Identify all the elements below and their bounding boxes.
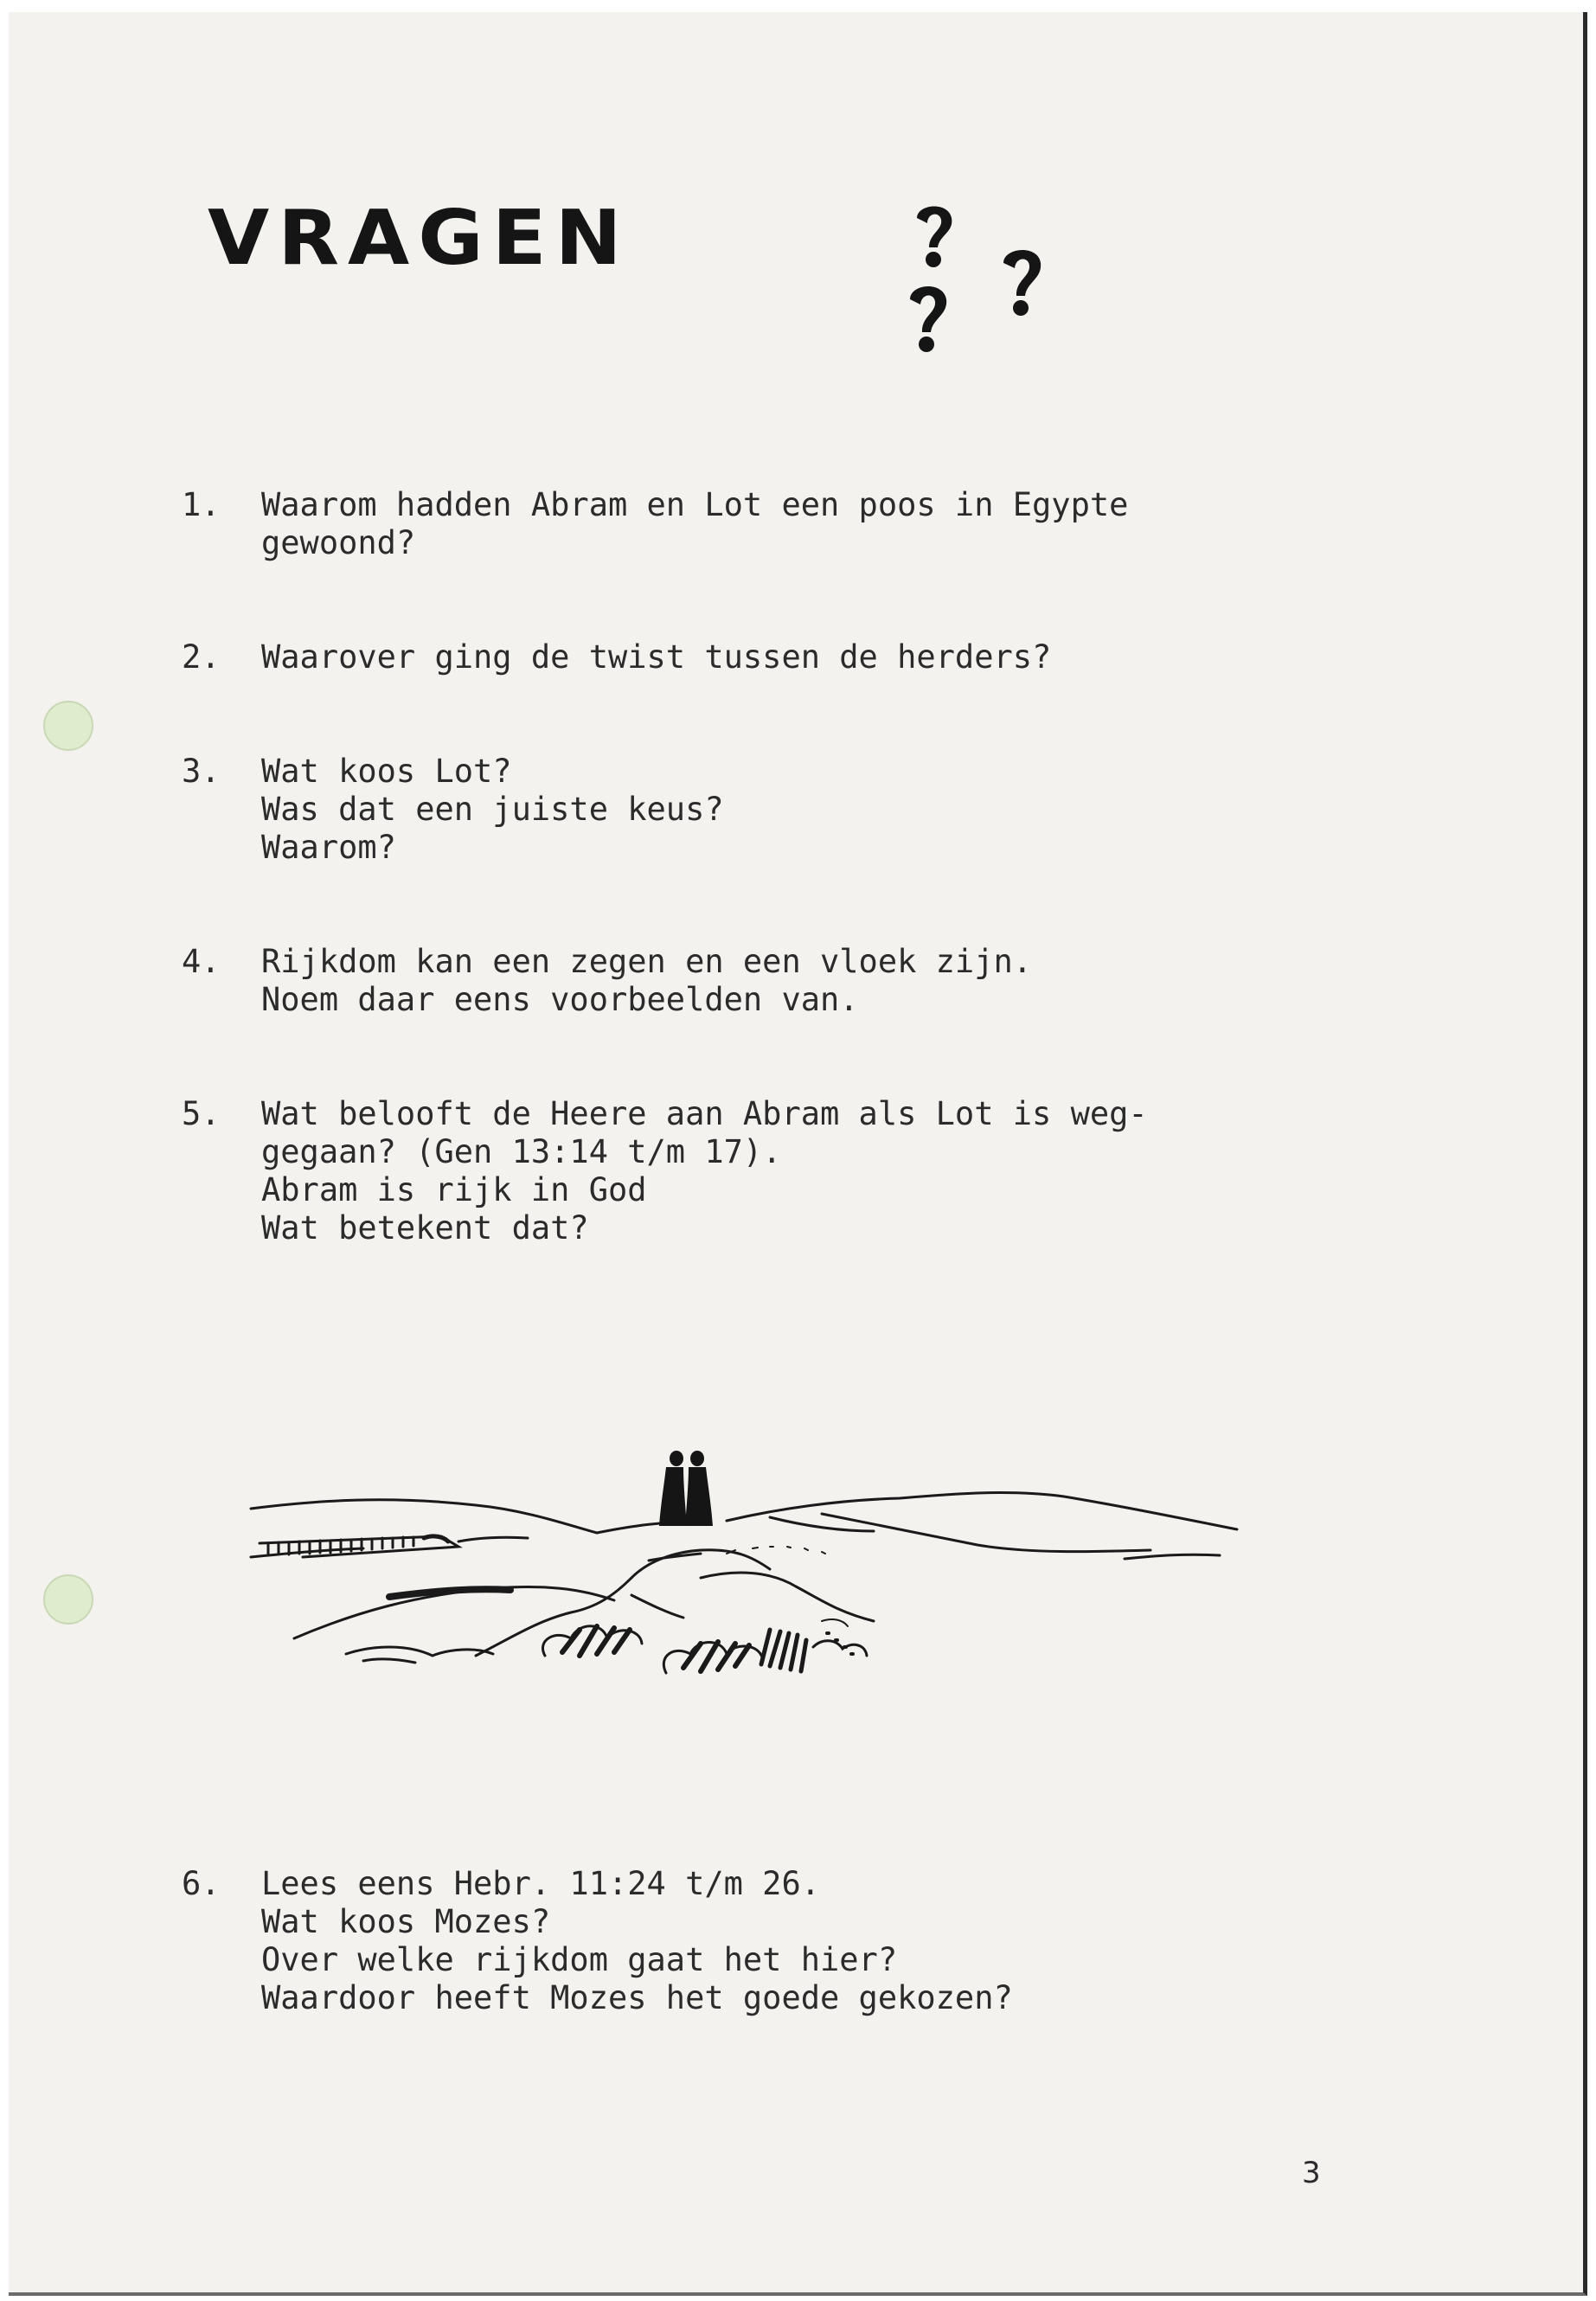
page-number: 3 — [1302, 2156, 1321, 2190]
question-line: Rijkdom kan een zegen en een vloek zijn. — [261, 943, 1033, 980]
punch-hole-bottom — [43, 1574, 93, 1625]
question-mark-icon — [1003, 250, 1041, 316]
hill-line — [770, 1517, 874, 1531]
question-line: Was dat een juiste keus? — [261, 791, 724, 828]
question-line: Waarover ging de twist tussen de herders? — [261, 638, 1052, 676]
hill-line — [822, 1514, 1151, 1552]
question-number: 4. — [182, 943, 221, 980]
punch-hole-top — [43, 701, 93, 751]
question-mark-icon — [917, 206, 952, 267]
question-number: 3. — [182, 753, 221, 790]
question-number: 6. — [182, 1865, 221, 1902]
question-line: Over welke rijkdom gaat het hier? — [261, 1941, 898, 1978]
figures-icon — [659, 1451, 713, 1526]
hill-line — [1125, 1554, 1220, 1559]
question-number: 1. — [182, 486, 221, 523]
question-line: Wat belooft de Heere aan Abram als Lot is weg- — [261, 1095, 1148, 1132]
landscape-illustration — [216, 1448, 1280, 1759]
question-line: gegaan? (Gen 13:14 t/m 17). — [261, 1133, 782, 1170]
bushes-icon — [542, 1619, 867, 1673]
hill-line — [251, 1500, 597, 1533]
question-line: Waarom? — [261, 829, 396, 866]
village-icon — [251, 1536, 528, 1557]
question-marks-decoration — [908, 202, 1133, 410]
path-dots — [727, 1547, 825, 1554]
question-line: Wat betekent dat? — [261, 1209, 589, 1247]
page-title: VRAGEN — [208, 194, 631, 283]
question-line: Waarom hadden Abram en Lot een poos in Egypte — [261, 486, 1129, 523]
question-line: Wat koos Mozes? — [261, 1903, 551, 1940]
question-number: 5. — [182, 1095, 221, 1132]
question-line: Wat koos Lot? — [261, 753, 512, 790]
page — [9, 12, 1587, 2296]
question-mark-icon — [910, 286, 946, 352]
question-line: gewoond? — [261, 524, 416, 561]
question-line: Abram is rijk in God — [261, 1171, 647, 1208]
question-line: Waardoor heeft Mozes het goede gekozen? — [261, 1979, 1013, 2016]
question-line: Noem daar eens voorbeelden van. — [261, 981, 859, 1018]
question-line: Lees eens Hebr. 11:24 t/m 26. — [261, 1865, 821, 1902]
question-number: 2. — [182, 638, 221, 676]
